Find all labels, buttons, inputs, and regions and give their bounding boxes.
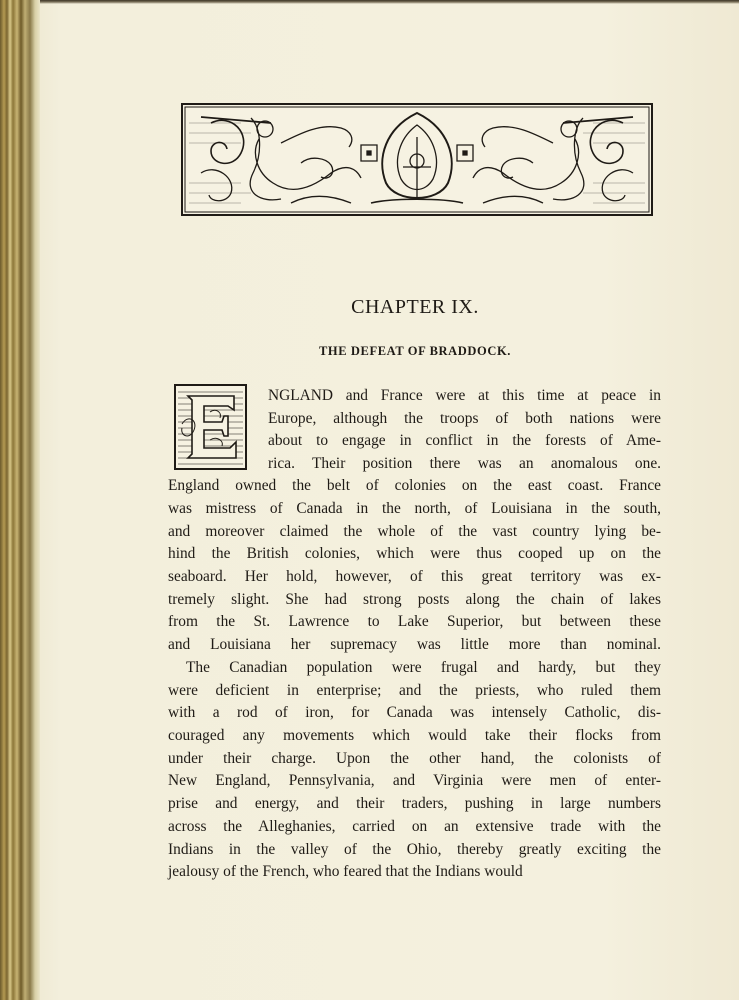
text-line: from the St. Lawrence to Lake Superior, but between these (168, 613, 661, 630)
text-line: rica. Their position there was an anomalous one. (268, 455, 661, 472)
text-line: with a rod of iron, for Canada was intensely Catholic, dis- (168, 704, 661, 721)
text-line: tremely slight. She had strong posts along the chain of lakes (168, 591, 661, 608)
dropcap-e-icon (174, 384, 247, 470)
page-top-edge (40, 0, 739, 4)
text-line: prise and energy, and their traders, pushing in large numbers (168, 795, 661, 812)
text-line: across the Alleghanies, carried on an extensive trade with the (168, 818, 661, 835)
text-line: New England, Pennsylvania, and Virginia were men of enter- (168, 772, 661, 789)
text-line: about to engage in conflict in the forests of Ame- (268, 432, 661, 449)
text-line: NGLAND and France were at this time at peace in (268, 387, 661, 404)
text-line: jealousy of the French, who feared that the Indians would (168, 863, 523, 880)
text-line: and moreover claimed the whole of the vast country lying be- (168, 523, 661, 540)
text-line: was mistress of Canada in the north, of Louisiana in the south, (168, 500, 661, 517)
text-line: England owned the belt of colonies on the east coast. France (168, 477, 661, 494)
text-line: under their charge. Upon the other hand, the colonists of (168, 750, 661, 767)
text-line: The Canadian population were frugal and hardy, but they (186, 659, 661, 676)
text-line: and Louisiana her supremacy was little more than nominal. (168, 636, 661, 653)
chapter-title: CHAPTER IX. (351, 296, 479, 318)
book-spine (0, 0, 40, 1000)
chapter-subtitle: THE DEFEAT OF BRADDOCK. (318, 344, 512, 358)
text-line: Europe, although the troops of both nations were (268, 410, 661, 427)
text-line: were deficient in enterprise; and the priests, who ruled them (168, 682, 661, 699)
ornamental-headpiece-icon (181, 103, 653, 216)
text-line: seaboard. Her hold, however, of this great territory was ex- (168, 568, 661, 585)
text-line: hind the British colonies, which were thus cooped up on the (168, 545, 661, 562)
text-line: Indians in the valley of the Ohio, thereby greatly exciting the (168, 841, 661, 858)
text-line: couraged any movements which would take their flocks from (168, 727, 661, 744)
